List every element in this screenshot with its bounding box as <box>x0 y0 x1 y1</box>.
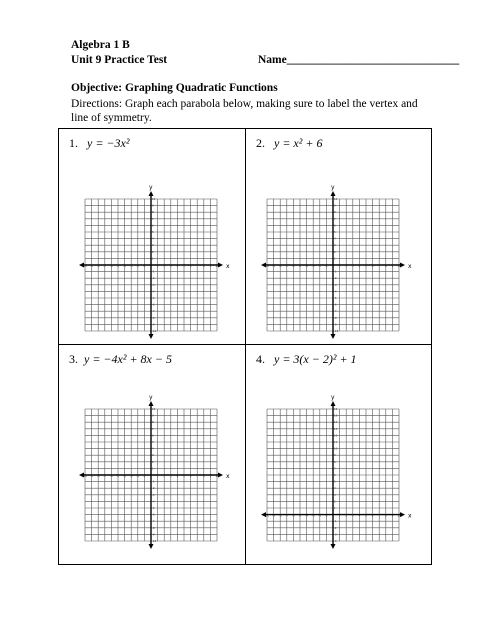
y-tick-label: -5 <box>334 297 337 300</box>
axis-arrow-icon <box>400 512 405 517</box>
axis-arrow-icon <box>400 263 405 268</box>
y-tick-label: 4 <box>152 237 154 241</box>
y-tick-label: 12 <box>334 434 338 438</box>
x-tick-label: 2 <box>163 475 166 478</box>
x-tick-label: -10 <box>82 265 88 268</box>
problem-2-equation: y = x² + 6 <box>274 136 323 150</box>
y-tick-label: -6 <box>334 303 337 307</box>
x-axis-label: x <box>226 263 230 270</box>
name-field[interactable]: Name______________________________ <box>258 54 460 66</box>
x-tick-label: 9 <box>209 475 212 478</box>
problem-3-label <box>69 352 172 367</box>
y-tick-label: -2 <box>334 526 337 530</box>
y-tick-label: 9 <box>152 204 154 208</box>
y-tick-label: -4 <box>152 500 155 504</box>
y-tick-label: 8 <box>334 211 336 215</box>
x-tick-label: 2 <box>345 265 348 268</box>
x-tick-label: 8 <box>384 265 387 268</box>
x-tick-label: 9 <box>391 514 394 518</box>
axis-arrow-icon <box>149 334 154 339</box>
y-tick-label: 11 <box>334 441 338 444</box>
problem-table <box>58 128 432 565</box>
y-tick-label: -1 <box>152 480 155 484</box>
x-tick-label: -3 <box>311 514 315 518</box>
y-axis-label: y <box>149 184 153 191</box>
y-tick-label: 8 <box>152 211 154 215</box>
x-tick-label: -8 <box>278 265 282 268</box>
y-tick-label: 10 <box>334 447 338 451</box>
y-tick-label: -8 <box>152 526 155 530</box>
axis-arrow-icon <box>331 544 336 549</box>
y-tick-label: -10 <box>152 540 157 543</box>
y-tick-label: 6 <box>334 224 336 228</box>
y-axis-label: y <box>331 394 335 401</box>
y-tick-label: 15 <box>334 414 338 418</box>
y-tick-label: 6 <box>152 224 154 228</box>
x-tick-label: -7 <box>285 265 289 268</box>
y-tick-label: 3 <box>334 493 336 497</box>
x-tick-label: 5 <box>183 265 185 268</box>
problem-4-number: 4. <box>256 352 265 366</box>
y-axis-label: y <box>149 394 153 401</box>
x-tick-label: -5 <box>298 514 302 518</box>
problem-1-equation: y = −3x² <box>87 136 130 150</box>
x-tick-label: -9 <box>272 514 275 518</box>
axis-arrow-icon <box>331 401 336 406</box>
problem-2-label <box>256 136 322 151</box>
y-tick-label: -7 <box>152 520 155 524</box>
y-tick-label: -4 <box>152 290 155 294</box>
y-tick-label: 9 <box>334 204 336 208</box>
x-tick-label: -1 <box>325 265 328 268</box>
y-tick-label: 5 <box>152 441 154 444</box>
y-tick-label: 9 <box>334 454 336 458</box>
x-tick-label: -6 <box>292 265 295 268</box>
y-tick-label: 14 <box>334 421 338 425</box>
x-tick-label: 8 <box>384 514 387 518</box>
x-tick-label: 4 <box>358 265 361 268</box>
y-tick-label: 7 <box>152 427 154 431</box>
x-tick-label: 8 <box>202 265 205 268</box>
x-tick-label: -3 <box>129 475 133 478</box>
problem-1-number: 1. <box>69 136 78 150</box>
x-tick-label: 5 <box>365 514 367 518</box>
y-tick-label: -6 <box>152 303 155 307</box>
x-tick-label: 7 <box>196 265 199 268</box>
y-tick-label: 1 <box>334 257 336 261</box>
x-tick-label: -7 <box>103 265 107 268</box>
problem-3-equation: y = −4x² + 8x − 5 <box>84 352 172 366</box>
y-tick-label: -1 <box>334 520 337 524</box>
y-tick-label: -7 <box>334 310 337 314</box>
x-tick-label: -3 <box>129 265 133 268</box>
y-tick-label: 13 <box>334 427 338 431</box>
axis-arrow-icon <box>218 473 223 478</box>
y-tick-label: 5 <box>334 231 336 234</box>
y-tick-label: -8 <box>334 316 337 320</box>
y-tick-label: 2 <box>334 500 336 504</box>
x-tick-label: 9 <box>391 265 394 268</box>
y-tick-label: -2 <box>152 487 155 491</box>
x-tick-label: 10 <box>397 514 401 518</box>
y-tick-label: -2 <box>334 277 337 281</box>
x-tick-label: -8 <box>96 475 100 478</box>
x-tick-label: 1 <box>156 475 159 478</box>
coordinate-grid-2[interactable] <box>253 184 418 339</box>
x-tick-label: -6 <box>110 265 113 268</box>
x-tick-label: 3 <box>351 265 354 268</box>
x-tick-label: 1 <box>338 265 341 268</box>
x-tick-label: 6 <box>371 265 374 268</box>
x-tick-label: 3 <box>351 514 354 518</box>
x-tick-label: -10 <box>264 514 270 518</box>
x-tick-label: -7 <box>103 475 107 478</box>
y-tick-label: 3 <box>334 244 336 248</box>
y-tick-label: 2 <box>334 250 336 254</box>
y-tick-label: 8 <box>334 460 336 464</box>
x-axis-label: x <box>408 512 412 520</box>
x-tick-label: 4 <box>176 475 179 478</box>
x-tick-label: -2 <box>318 265 322 268</box>
x-tick-label: 7 <box>196 475 199 478</box>
x-tick-label: 3 <box>169 265 172 268</box>
y-tick-label: -9 <box>152 533 155 537</box>
y-tick-label: 8 <box>152 421 154 425</box>
x-tick-label: -5 <box>116 475 120 478</box>
y-tick-label: -6 <box>152 513 155 517</box>
x-tick-label: -10 <box>82 475 88 478</box>
x-tick-label: 4 <box>358 514 361 518</box>
x-tick-label: 10 <box>215 475 219 478</box>
axis-arrow-icon <box>218 263 223 268</box>
y-tick-label: 16 <box>334 408 338 411</box>
y-tick-label: 6 <box>334 474 336 477</box>
y-tick-label: 10 <box>152 408 156 411</box>
y-tick-label: -3 <box>152 493 155 497</box>
x-tick-label: 7 <box>378 265 381 268</box>
y-tick-label: -3 <box>334 533 337 537</box>
y-tick-label: 10 <box>152 198 156 201</box>
y-tick-label: -1 <box>152 270 155 274</box>
x-tick-label: -9 <box>272 265 275 268</box>
x-tick-label: -2 <box>136 265 140 268</box>
x-tick-label: -1 <box>325 514 328 518</box>
y-tick-label: -7 <box>152 310 155 314</box>
x-tick-label: -7 <box>285 514 289 518</box>
x-tick-label: -1 <box>143 475 146 478</box>
y-axis-label: y <box>331 184 335 191</box>
x-tick-label: 2 <box>345 514 348 518</box>
y-tick-label: 1 <box>152 467 154 471</box>
y-tick-label: -1 <box>334 270 337 274</box>
problem-2-number: 2. <box>256 136 265 150</box>
x-tick-label: 5 <box>365 265 367 268</box>
x-tick-label: 2 <box>163 265 166 268</box>
objective: Objective: Graphing Quadratic Functions <box>71 82 278 94</box>
x-tick-label: 10 <box>397 265 401 268</box>
x-tick-label: -5 <box>298 265 302 268</box>
y-tick-label: -8 <box>152 316 155 320</box>
y-tick-label: -3 <box>334 283 337 287</box>
y-tick-label: 3 <box>152 454 154 458</box>
x-tick-label: -4 <box>305 265 308 268</box>
y-tick-label: 1 <box>152 257 154 261</box>
y-tick-label: -10 <box>334 330 339 333</box>
x-tick-label: 7 <box>378 514 381 518</box>
y-tick-label: 10 <box>334 198 338 201</box>
unit-title: Unit 9 Practice Test <box>71 54 168 66</box>
y-tick-label: -3 <box>152 283 155 287</box>
y-tick-label: 9 <box>152 414 154 418</box>
y-tick-label: 4 <box>334 237 336 241</box>
y-tick-label: 7 <box>334 467 336 471</box>
x-tick-label: 6 <box>189 265 192 268</box>
x-tick-label: 1 <box>338 514 341 518</box>
y-tick-label: 3 <box>152 244 154 248</box>
x-tick-label: -1 <box>143 265 146 268</box>
x-tick-label: 9 <box>209 265 212 268</box>
y-tick-label: -9 <box>152 323 155 327</box>
x-tick-label: -6 <box>110 475 113 478</box>
y-tick-label: -2 <box>152 277 155 281</box>
y-tick-label: -4 <box>334 540 337 543</box>
y-tick-label: -5 <box>152 507 155 510</box>
course-title: Algebra 1 B <box>71 39 130 51</box>
y-tick-label: 4 <box>152 447 154 451</box>
x-tick-label: 5 <box>183 475 185 478</box>
problem-3-number: 3. <box>69 352 78 366</box>
x-tick-label: 8 <box>202 475 205 478</box>
axis-arrow-icon <box>331 191 336 196</box>
y-tick-label: 2 <box>152 460 154 464</box>
x-tick-label: 6 <box>371 514 374 518</box>
problem-4-label <box>256 352 357 367</box>
table-vertical-divider <box>245 129 246 564</box>
y-tick-label: -5 <box>152 297 155 300</box>
x-tick-label: 4 <box>176 265 179 268</box>
x-tick-label: 3 <box>169 475 172 478</box>
coordinate-grid-4[interactable] <box>253 394 418 549</box>
y-tick-label: 7 <box>334 217 336 221</box>
axis-arrow-icon <box>331 334 336 339</box>
x-tick-label: -8 <box>96 265 100 268</box>
y-tick-label: 7 <box>152 217 154 221</box>
x-axis-label: x <box>408 263 412 270</box>
x-tick-label: -4 <box>305 514 308 518</box>
y-tick-label: 5 <box>334 480 336 484</box>
coordinate-grid-1[interactable] <box>71 184 236 339</box>
x-tick-label: -4 <box>123 265 126 268</box>
y-tick-label: 1 <box>334 507 336 510</box>
x-tick-label: -4 <box>123 475 126 478</box>
table-horizontal-divider <box>59 344 431 345</box>
coordinate-grid-3[interactable] <box>71 394 236 549</box>
y-tick-label: -4 <box>334 290 337 294</box>
axis-arrow-icon <box>149 401 154 406</box>
x-tick-label: -9 <box>90 475 93 478</box>
x-tick-label: -2 <box>318 514 322 518</box>
x-tick-label: 6 <box>189 475 192 478</box>
y-tick-label: -10 <box>152 330 157 333</box>
x-tick-label: 1 <box>156 265 159 268</box>
problem-4-equation: y = 3(x − 2)² + 1 <box>274 352 357 366</box>
x-tick-label: -10 <box>264 265 270 268</box>
unit-title-row <box>71 53 460 68</box>
x-tick-label: -9 <box>90 265 93 268</box>
y-tick-label: 2 <box>152 250 154 254</box>
directions: Directions: Graph each parabola below, making sure to label the vertex and line of symmetry. <box>71 98 418 124</box>
y-tick-label: 4 <box>334 487 336 491</box>
x-tick-label: -6 <box>292 514 295 518</box>
x-tick-label: -3 <box>311 265 315 268</box>
y-tick-label: -9 <box>334 323 337 327</box>
axis-arrow-icon <box>149 191 154 196</box>
y-tick-label: 6 <box>152 434 154 438</box>
header <box>71 38 460 68</box>
x-axis-label: x <box>226 473 230 480</box>
problem-1-label <box>69 136 129 151</box>
axis-arrow-icon <box>149 544 154 549</box>
x-tick-label: -5 <box>116 265 120 268</box>
x-tick-label: -2 <box>136 475 140 478</box>
x-tick-label: 10 <box>215 265 219 268</box>
y-tick-label: 5 <box>152 231 154 234</box>
x-tick-label: -8 <box>278 514 282 518</box>
